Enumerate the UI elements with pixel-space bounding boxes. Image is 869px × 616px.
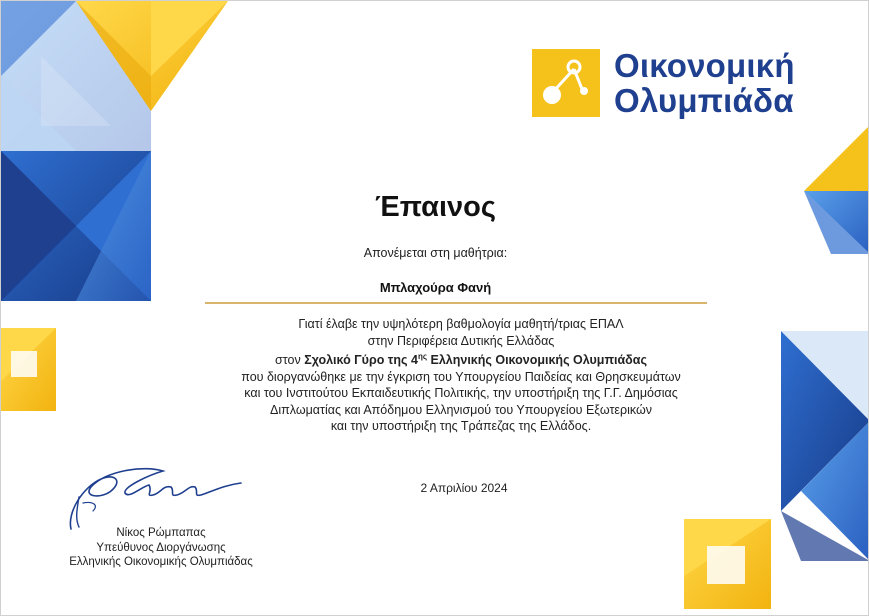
- signer-role: Υπεύθυνος Διοργάνωσης: [96, 541, 226, 554]
- logo-line-2: Ολυμπιάδα: [614, 82, 794, 119]
- ordinal-suffix: ης: [417, 352, 427, 361]
- signer-name: Νίκος Ρώμπαπας: [116, 527, 206, 539]
- right-upper-shapes: [804, 125, 869, 254]
- body-line-3-prefix: στον: [275, 353, 301, 368]
- signer-block: [41, 526, 281, 570]
- logo-line-1: Οικονομική: [614, 47, 795, 84]
- logo-wordmark: [614, 48, 795, 118]
- body-line-1: Γιατί έλαβε την υψηλότερη βαθμολογία μαθητή/τριας ΕΠΑΛ: [298, 317, 624, 331]
- certificate-title: Έπαινος: [375, 191, 496, 223]
- body-line-3: [181, 349, 741, 369]
- award-date: 2 Απριλίου 2024: [420, 481, 508, 495]
- molecule-icon: [532, 49, 600, 117]
- certificate-body: [181, 316, 741, 435]
- olympiad-logo: [532, 48, 795, 118]
- body-line-3-bold-rest: Ελληνικής Οικονομικής Ολυμπιάδας: [430, 353, 647, 368]
- body-line-6: Διπλωματίας και Απόδημου Ελληνισμού του Υπουργείου Εξωτερικών: [270, 402, 652, 417]
- gold-divider: [205, 302, 707, 304]
- awarded-to-text: Απονέμεται στη μαθήτρια:: [363, 246, 508, 260]
- left-yellow-shapes: [1, 328, 56, 411]
- body-line-4: που διοργανώθηκε με την έγκριση του Υπουργείου Παιδείας και Θρησκευμάτων: [241, 369, 681, 384]
- body-line-7: και την υποστήριξη της Τράπεζας της Ελλάδος.: [330, 419, 592, 434]
- signer-organization: Ελληνικής Οικονομικής Ολυμπιάδας: [69, 556, 253, 568]
- body-line-3-bold: Σχολικό Γύρο της 4: [304, 353, 418, 368]
- body-line-2: στην Περιφέρεια Δυτικής Ελλάδας: [367, 333, 555, 348]
- body-line-5: και του Ινστιτούτου Εκπαιδευτικής Πολιτικής, την υποστήριξη της Γ.Γ. Δημόσιας: [244, 386, 678, 401]
- student-name: Μπλαχούρα Φανή: [379, 280, 492, 295]
- handwritten-signature: [53, 457, 253, 537]
